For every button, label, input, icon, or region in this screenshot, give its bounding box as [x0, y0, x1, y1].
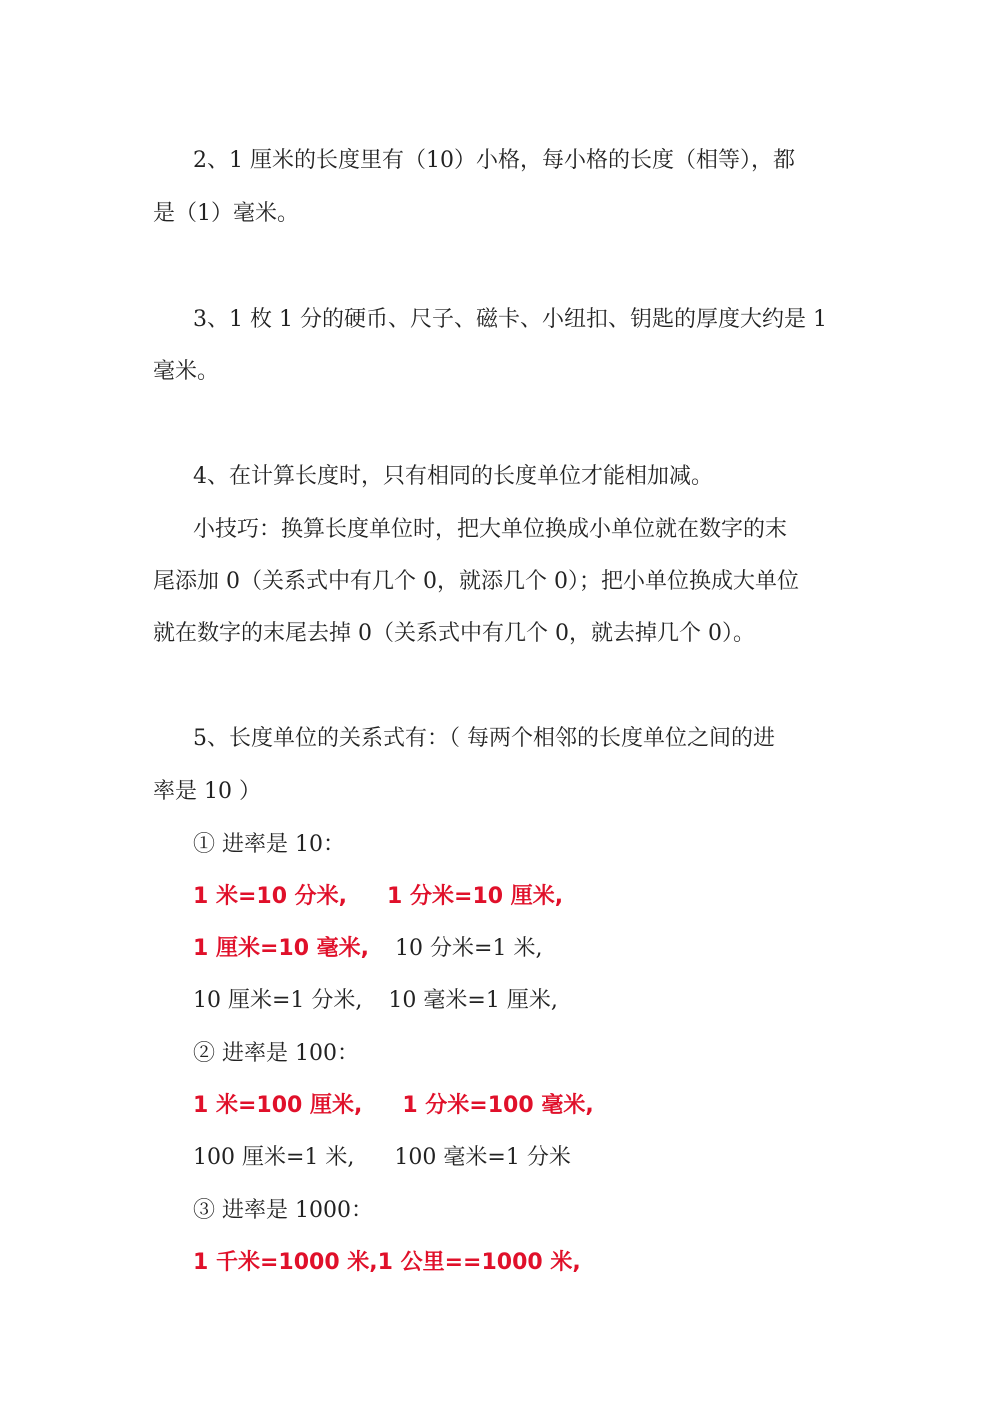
paragraph-3-line-2: 毫米。	[153, 359, 220, 384]
tip-line-2: 尾添加 0（关系式中有几个 0，就添几个 0）；把小单位换成大单位	[153, 569, 799, 594]
tip-line-1: 小技巧：换算长度单位时，把大单位换成小单位就在数字的末	[193, 517, 788, 542]
rate-10-row-3	[193, 986, 558, 1016]
rate-10-row-1-b: 1 分米=10 厘米,	[387, 884, 564, 909]
rate-1000-row-1-a: 1 千米=1000 米,	[193, 1250, 378, 1275]
rate-100-row-1-b: 1 分米=100 毫米,	[402, 1093, 594, 1118]
paragraph-5-line-1: 5、长度单位的关系式有：（ 每两个相邻的长度单位之间的进	[193, 726, 775, 751]
rate-100-row-2-a: 100 厘米=1 米,	[193, 1145, 355, 1170]
rate-1000-heading: ③ 进率是 1000：	[193, 1198, 373, 1223]
paragraph-5-line-2: 率是 10 ）	[153, 779, 261, 804]
rate-1000-row-1-b: 1 公里==1000 米,	[377, 1250, 581, 1275]
rate-10-heading: ① 进率是 10：	[193, 832, 345, 857]
rate-10-row-2	[193, 934, 542, 964]
rate-100-row-1-a: 1 米=100 厘米,	[193, 1093, 363, 1118]
rate-10-row-3-a: 10 厘米=1 分米,	[193, 988, 363, 1013]
rate-10-row-2-a: 1 厘米=10 毫米,	[193, 936, 370, 961]
rate-100-row-2	[193, 1143, 571, 1173]
rate-10-row-3-b: 10 毫米=1 厘米,	[388, 988, 558, 1013]
paragraph-2-line-2: 是（1）毫米。	[153, 201, 299, 226]
rate-1000-row-1	[193, 1248, 581, 1278]
rate-100-row-1	[193, 1091, 594, 1121]
paragraph-4-line-1: 4、在计算长度时，只有相同的长度单位才能相加减。	[193, 464, 713, 489]
tip-line-3: 就在数字的末尾去掉 0（关系式中有几个 0，就去掉几个 0）。	[153, 621, 755, 646]
rate-100-row-2-b: 100 毫米=1 分米	[394, 1145, 571, 1170]
paragraph-2-line-1: 2、1 厘米的长度里有（10）小格，每小格的长度（相等），都	[193, 148, 795, 173]
rate-10-row-2-b: 10 分米=1 米,	[395, 936, 543, 961]
rate-10-row-1-a: 1 米=10 分米,	[193, 884, 348, 909]
rate-10-row-1	[193, 882, 563, 912]
paragraph-3-line-1: 3、1 枚 1 分的硬币、尺子、磁卡、小纽扣、钥匙的厚度大约是 1	[193, 307, 827, 332]
rate-100-heading: ② 进率是 100：	[193, 1041, 359, 1066]
